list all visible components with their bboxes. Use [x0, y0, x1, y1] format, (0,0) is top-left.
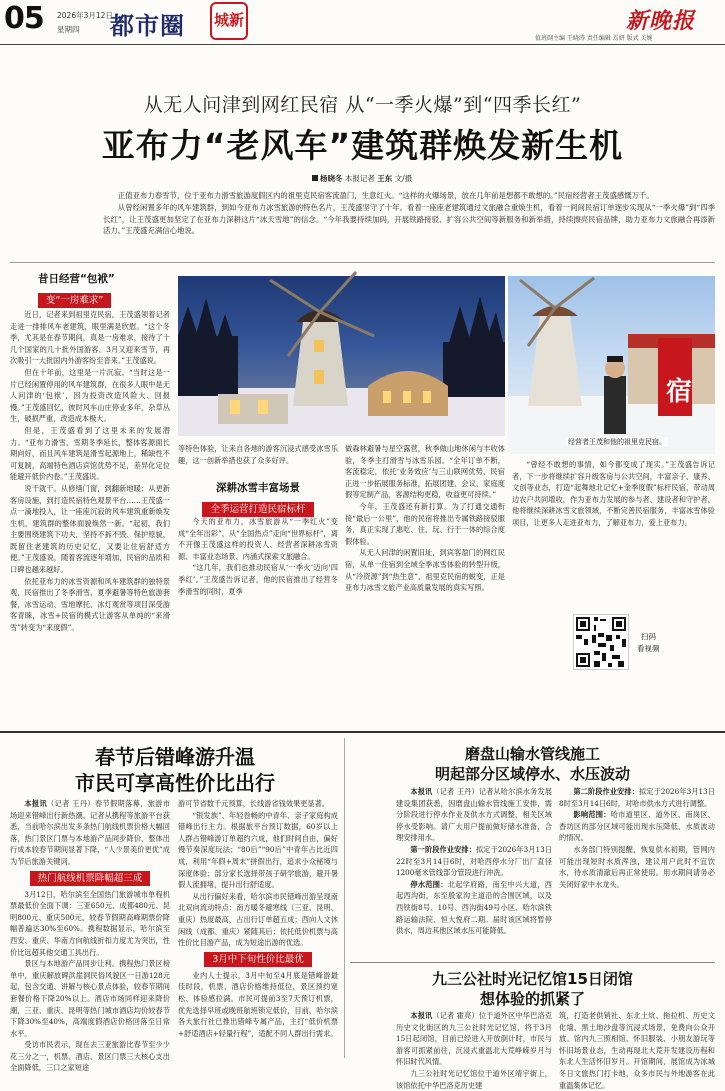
- byline-mid: 本报记者: [344, 174, 375, 183]
- story3-para: 拟定于2026年3月13日8时至3月14日6时，对哈市供水方式进行调整。: [559, 787, 715, 808]
- sec1-title-1: 昔日经营“包袱”: [38, 273, 115, 285]
- story2-sub-1: 热门航线机票降幅超三成: [30, 871, 151, 886]
- byline-photo: 王东: [377, 174, 393, 183]
- story4-para: 筑，打造老供销社、东北土炕、拖拉机、历史文化墙、黑土地沙盘等沉浸式场景，免费向公众开放。馆内九三照相馆、怀旧服装、小朋友游玩等怀旧场景业态，生动再现北大荒开发建设历程和东北人生活怀旧岁月。开馆期间，展馆成为冰城冬日文旅热门打卡地，众多市民与外地游客在此重温集体记忆。: [559, 1011, 715, 1090]
- story3-para: 拟定于2026年3月13日22时至3月14日6时，对哈西停水分厂出厂直径1200毫米管线部分管段进行冲洗。: [396, 844, 552, 878]
- story2-headline-1: 春节后错峰游升温: [95, 745, 255, 769]
- intro-paragraph: 正值亚布力春雪节，位于亚布力滑雪旅游度假区内的祖里克民宿客流盈门，生意红火。“这样的火爆场景，放在几年前是想都不敢想的。”民宿经营者王茂盛感慨万千。: [117, 191, 654, 200]
- story2-para: 受访市民表示，现在去三亚旅游比春节至少少花三分之一，机票、酒店、景区门票三大核心支出全面降低，三口之家短途: [10, 1040, 170, 1073]
- story4-headline-2: 想体验的抓紧了: [479, 990, 585, 1008]
- story3-para: 北起学府路，南至中兴大道，西起西沟街，东至殷家沟主道沿的合围区域，以及西铁街8号、10号、西沟街49号小区、哈尔滨铁路运输法院、恒大悦府二期。届时该区域将暂停供水，周边其他区域水压可能降低。: [396, 879, 552, 936]
- lead-col-1: [10, 309, 170, 727]
- story2-lead-tag: 本报讯: [24, 799, 48, 808]
- inn-sign-glyph: 宿: [666, 377, 693, 407]
- col3-paragraph: 做森林避暑与星空露营，秋季做山地休闲与丰收体验，冬季主打滑雪与冰雪乐园。“全年订单不断，客流稳定，依托‘业务效应’与三山联网优势，民宿正进一步拓展服务标准，拓展团建、会议、家庭度假等定制产品，客源结构更稳，收益更可持续。”: [345, 444, 505, 500]
- page-number: 05: [4, 1, 44, 36]
- lead-col-2: [178, 443, 338, 466]
- story4-headline-1: 九三公社时光记忆馆15日闭馆: [432, 970, 633, 988]
- story4-col-b: [559, 1010, 715, 1090]
- editor-credits: 值班副主编 王晓涛 责任编辑 焉妍 版式 关婉: [535, 35, 653, 42]
- col4-paragraph: “曾经不敢想的事情，如今都变成了现实。”王茂盛告诉记者，下一步将继续扩容升级客房与公共空间，丰富亲子、康养、文创等业态，打造“起舞地北记忆+金季度假”标杆民宿，带动周边农户共同增收，作为亚布力发展的参与者、建设者和守护者，他将继续深耕冰雪文旅领域，不断完善民宿服务，丰富冰雪体验项目，让更多人走进亚布力，了解亚布力，爱上亚布力。: [512, 460, 715, 527]
- intro-paragraph: 从曾经闲置多年的风车建筑群，到如今亚布力冰雪旅游的特色名片，王茂盛坚守了十年。看着一座座老建筑通过文旅融合重焕生机，看着一间间民宿订单逐步实现从“一季火爆”到“四季长红”，让王茂盛更加坚定了在亚布力深耕这片“冰天雪地”的信念。“今年我要持续加码，开展铁路接驳、扩容公共空间等新服务和新举措，持续擦亮民宿品牌，助力亚布力文旅融合再添新活力。”王茂盛充满信心地说。: [103, 202, 715, 236]
- qr-caption-1: 扫码: [641, 632, 656, 641]
- col2b-paragraph: “这几年，我们也推动民宿从‘一季火’迈向‘四季红’。”王茂盛告诉记者，他的民宿推出了经营冬季滑雪的同时，夏季: [178, 563, 338, 596]
- windmill-photo: [178, 276, 505, 436]
- col3-paragraph: 今年，王茂盛还有新打算。为了打通交通衔接“最后一公里”，他的民宿将推出专属铁路接驳服务，真正实现了惠吃、住、玩、行于一体的综合度假体验。: [345, 501, 505, 546]
- story4-lead-note: （记者 霍亮）: [432, 1011, 479, 1020]
- story2-headline-2: 市民可享高性价比出行: [75, 771, 275, 795]
- lead-col-4: [512, 459, 715, 607]
- lead-headline: 亚布力“老风车”建筑群焕发新生机: [101, 126, 624, 165]
- owner-photo: [508, 276, 715, 454]
- story3-headline-2: 明起部分区域停水、水压波动: [434, 765, 630, 783]
- sec1-title-2: 变“一房难求”: [38, 293, 111, 308]
- qr-code-icon: [574, 615, 628, 669]
- story3-para: 水务部门特别提醒，恢复供水初期，管网内可能出现短时水质浑浊，建议用户此时不宜饮水，待水质清澈后再正常使用。用水期间请务必关闭好家中水龙头。: [559, 844, 715, 889]
- masthead-rule: [0, 44, 725, 45]
- story3-lead-tag: 本报讯: [410, 787, 433, 796]
- camera-icon: [312, 175, 318, 181]
- lead-bottom-rule: [0, 731, 725, 733]
- story2-lead-note: （记者 王丹）: [47, 799, 95, 808]
- windmill-scene: [178, 276, 505, 436]
- story3-phase1-label: 第一阶段作业安排：: [410, 844, 477, 854]
- newspaper-logo: 新晚报: [626, 8, 696, 34]
- story4-para: 位于道外区中华巴洛克历史文化街区的九三公社时光记忆馆，将于3月15日起闭馆，目前已经进入开放倒计时，市民与游客可抓紧前往，沉浸式重温北大荒峥嵘岁月与怀旧时代风情。: [396, 1011, 552, 1067]
- story2-col-b: [178, 798, 338, 1060]
- col1-paragraph: 依托亚布力的冰雪资源和风车建筑群的独特景观，民宿推出了冬季滑雪、夏季避暑等特色旅游套餐，冰雪运动、雪地摩托、冰灯观赏等项目深受游客青睐，冰雪+民宿的模式让游客从单纯的“来滑雪”转变为“来度假”。: [10, 576, 170, 633]
- story2-para: 春节假期落幕，旅游市场迎来错峰出行新热潮。记者从携程等旅游平台获悉，当前哈尔滨出发多条热门航线机票价格大幅回落，热门景区门票与本地游产品同步降价，整体出行成本较春节期间显著下降，“人少景美价更优”成为节后旅游关键词。: [10, 799, 170, 866]
- issue-weekday: 星期四: [57, 25, 80, 34]
- sec1-heading: [10, 272, 170, 308]
- col2-paragraph: 等特色体验，让来自各地的游客沉浸式感受冰雪乐趣，这一创新举措也获了众多好评。: [178, 444, 338, 465]
- lead-col-2b: [178, 516, 338, 727]
- story2-col-a: [10, 798, 170, 1073]
- column-divider: [344, 738, 345, 1058]
- lead-col-3: [345, 443, 505, 727]
- lead-kicker: 从无人问津到网红民宿 从“一季火爆”到“四季长红”: [143, 94, 582, 116]
- story2-para: 3月12日，哈尔滨至全国热门旅游城市单程机票最低价全面下调：三亚650元、成都480元、昆明800元、重庆500元，较春节假期高峰期票价降幅普遍达30%至60%。携程数据显示，哈尔滨至西安、重庆、华南方向航线折扣力度尤为突出，性价比远超其他交通工具出行。: [10, 889, 170, 957]
- col1-paragraph: 但在十年前，这里是一片沉寂。“当时这是一片已经闲置停用的风车建筑群，在很多人眼中是无人问津的‘包袱’，因为投资改造风险大、回报慢。”王茂盛回忆，彼时风车山庄停业多年，杂草丛生，破损严重，改造成本极大。: [10, 367, 170, 424]
- story2-para: “银发族”、年轻卷畅的中青年、亲子家庭构成错峰出行主力。根据旅平台预订数据，60岁以上人群占错峰游订单超约六成，他们时间自由，偏好慢节奏深度玩法；“80后”“90后”中青年占比近四成，利用“年假+周末”拼假出行，追求小众秘境与深度体验；部分家长选择带孩子研学旅游，避开暑假人流拥堵，提升出行舒适度。: [178, 810, 338, 890]
- lead-intro: [103, 190, 715, 237]
- story3-impact-label: 影响范围：: [573, 810, 611, 820]
- story2-para: 景区与本地游产品同步让利。携程热门景区榜单中，重庆解放碑洪崖洞民俗风貌区一日游128元起，包含交通、讲解与核心景点体验，较春节期间套餐价格下降20%以上。酒店市场同样迎来降价潮，三亚、重庆、昆明等热门城市酒店均价较春节下降30%至40%，高端度假酒店价格回落至日常水平。: [10, 959, 170, 1038]
- story3-headline-1: 磨盘山输水管线施工: [464, 745, 600, 763]
- masthead: [0, 0, 725, 46]
- byline-tail: 文/摄: [394, 174, 413, 183]
- col3-paragraph: 从无人问津的闲置旧址，到宾客盈门的网红民宿，从单一住宿到全域全季冰雪体验的转型升级，从“冷资源”到“热生意”，祖里克民宿的蜕变，正是亚布力冰雪文旅产业高质量发展的真实写照。: [345, 548, 505, 593]
- story3-col-b: [559, 786, 715, 959]
- section-seal: 城新: [210, 2, 248, 40]
- sec2-title-2: 全季运营打造民宿标杆: [202, 502, 313, 517]
- photo-caption: 经营者王茂和他的祖里克民宿。: [568, 438, 666, 446]
- section-title: 都市圈: [110, 12, 185, 40]
- story2-para: 游可节省数千元预算，长线游省钱效果更显著。: [178, 799, 329, 808]
- story3-bottom-rule: [350, 962, 715, 963]
- story3-para: 哈市道里区、道外区、南岗区、香坊区的部分区域可能出现水压降低、水质波动的情况。: [559, 810, 715, 843]
- col1-paragraph: 但是，王茂盛看到了这里未来的发展潜力。“亚布力滑雪，雪期冬季延长，整体客源面长期向好，而且风车建筑是滑雪起源地上，稀缺性不可复制，高端特色酒店宾馆优势不足，差异化定位能避开低价内卷。”王茂盛说。: [10, 425, 170, 482]
- story2-sub-2: 3月中下旬性价比最优: [204, 952, 312, 967]
- story3-lead-note: （记者 王丹）: [432, 787, 479, 796]
- sec2-heading: [178, 481, 338, 517]
- qr-caption-2: 看视频: [637, 644, 660, 653]
- story3-stop-label: 停水范围：: [410, 879, 448, 889]
- story4-para: 九三公社时光记忆馆位于道外区靖宇街上，该馆依托中华巴洛克历史建: [396, 1068, 552, 1090]
- byline-reporter: 杨晓冬: [320, 174, 343, 183]
- owner-scene: [508, 276, 715, 454]
- col2b-paragraph: 今天的亚布力，冰雪旅游从“一季红火”变成“全年出彩”，从“全国热点”走向“世界标杆”，离不开像王茂盛这样的投资人、经营者深耕冰雪资源、丰富业态场景、内涵式探索文旅融合。: [178, 517, 338, 561]
- intro-divider: [10, 262, 715, 263]
- story2-para: 业内人士提示，3月中旬至4月底是错峰游最佳时段，机票、酒店价格维持低位，景区预约宽松、体验感拉满。市民可提前3至7天预订机票，优先选择早班或晚班航班锁定低价，目前，哈尔滨各大旅行社已推出错峰专属产品，主打“低价机票+舒适酒店+轻量行程”，适配不同人群出行需求。: [178, 970, 338, 1038]
- qr-code[interactable]: [573, 614, 629, 670]
- story4-lead-tag: 本报讯: [410, 1011, 433, 1020]
- col1-paragraph: 说干就干。从修缮门窗，到翻新地暖；从更新客房设施，到打造民宿特色观景平台……王茂盛一点一滴地投入，让一座座沉寂的风车建筑重新焕发生机，建筑群的整体面貌焕然一新。“起初，我们主要围绕建筑下功夫，坚持不拆不毁、保护原貌，既留住老建筑的历史记忆，又要让住宿舒适方便。”王茂盛说，随着客流逐年增加，民宿的品质和口碑也越来越好。: [10, 483, 170, 575]
- sec2-title-1: 深耕冰雪丰富场景: [216, 482, 300, 494]
- issue-date: 2026年3月12日: [57, 11, 113, 20]
- story2-para: 从出行偏好来看，哈尔滨市民错峰出游呈现南北双向流动特点：南方暖冬避寒线（三亚、昆明、重庆）热度最高，占出行订单超五成；西向人文休闲线（成都、重庆）紧随其后；依托低价机票与高性价比目游产品，成为短途出游的优选。: [178, 891, 338, 948]
- story3-para: 记者从哈尔滨水务发展建设集团获悉，因磨盘山输水管线施工安排，需分阶段进行停水作业及供水方式调整，相关区域停水受影响。请广大用户提前做好储水准备，合理安排用水。: [396, 787, 552, 843]
- col1-paragraph: 近日，记者来到祖里克民宿，王茂盛领着记者走进一排排风车老建筑，眼里满是欣慰。“这个冬季，尤其是在春节期间，真是一房难求，接待了十几个国家的几十批外国游客。3月又迎来雪节，再次吸引一大批国内外游客纷至沓来。”王茂盛说。: [10, 310, 170, 366]
- story4-col-a: [396, 1010, 552, 1090]
- lead-byline: [312, 173, 412, 184]
- story3-phase2-label: 第二阶段作业安排：: [573, 787, 640, 796]
- story3-col-a: [396, 786, 552, 959]
